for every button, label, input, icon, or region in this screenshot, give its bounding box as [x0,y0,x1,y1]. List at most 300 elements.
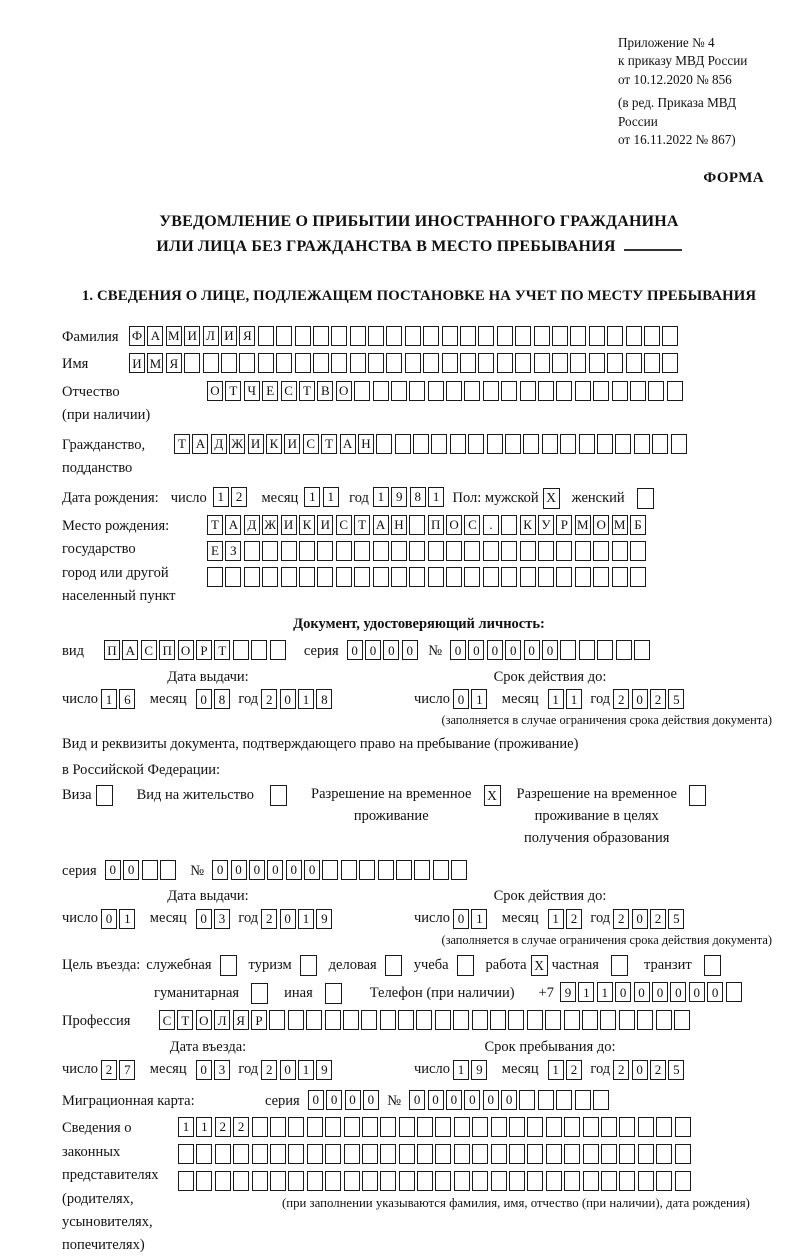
char-cell[interactable]: 0 [615,982,631,1002]
char-cell[interactable] [399,1171,415,1191]
checkbox-male[interactable]: X [543,488,560,509]
char-cell[interactable] [652,434,668,454]
char-cell[interactable]: 1 [471,689,487,709]
char-cell[interactable] [515,353,531,373]
char-cell[interactable] [634,434,650,454]
char-cell[interactable]: 1 [298,1060,314,1080]
char-cell[interactable] [442,353,458,373]
char-cell[interactable] [281,541,297,561]
char-cell[interactable]: И [184,326,200,346]
char-cell[interactable] [491,1117,507,1137]
char-cell[interactable]: И [284,434,300,454]
char-cell[interactable] [196,1144,212,1164]
char-cell[interactable]: А [147,326,163,346]
char-cell[interactable] [299,541,315,561]
char-cell[interactable] [556,541,572,561]
char-cell[interactable]: М [147,353,163,373]
char-cell[interactable] [579,640,595,660]
char-cell[interactable] [341,860,357,880]
char-cell[interactable] [593,541,609,561]
char-cell[interactable]: 0 [249,860,265,880]
char-cell[interactable] [361,1010,377,1030]
char-cell[interactable] [464,381,480,401]
char-cell[interactable]: 2 [566,1060,582,1080]
char-cell[interactable]: 0 [505,640,521,660]
char-cell[interactable] [307,1171,323,1191]
char-cell[interactable]: 6 [119,689,135,709]
char-cell[interactable] [423,326,439,346]
char-cell[interactable]: Д [244,515,260,535]
char-cell[interactable]: Т [354,515,370,535]
char-cell[interactable] [662,326,678,346]
char-cell[interactable] [726,982,742,1002]
char-cell[interactable]: 0 [428,1090,444,1110]
char-cell[interactable] [612,381,628,401]
char-cell[interactable] [435,1171,451,1191]
char-cell[interactable] [579,434,595,454]
char-cell[interactable] [468,434,484,454]
char-cell[interactable] [538,541,554,561]
char-cell[interactable] [262,567,278,587]
char-cell[interactable] [564,1117,580,1137]
char-cell[interactable] [325,1117,341,1137]
char-cell[interactable]: Т [225,381,241,401]
char-cell[interactable] [233,1171,249,1191]
char-cell[interactable]: Р [196,640,212,660]
char-cell[interactable] [597,434,613,454]
char-cell[interactable] [583,1171,599,1191]
char-cell[interactable]: А [122,640,138,660]
char-cell[interactable]: П [159,640,175,660]
char-cell[interactable] [244,567,260,587]
char-cell[interactable] [281,567,297,587]
char-cell[interactable] [435,1010,451,1030]
char-cell[interactable] [560,434,576,454]
char-cell[interactable] [519,1090,535,1110]
char-cell[interactable] [207,567,223,587]
char-cell[interactable] [607,353,623,373]
char-cell[interactable] [582,1010,598,1030]
char-cell[interactable] [656,1117,672,1137]
checkbox-gumanitarnaya[interactable] [251,983,268,1004]
char-cell[interactable]: 0 [345,1090,361,1110]
char-cell[interactable] [417,1117,433,1137]
char-cell[interactable] [435,1144,451,1164]
char-cell[interactable]: 0 [670,982,686,1002]
char-cell[interactable] [478,353,494,373]
char-cell[interactable] [460,353,476,373]
char-cell[interactable] [233,1144,249,1164]
char-cell[interactable]: Н [391,515,407,535]
char-cell[interactable] [675,1171,691,1191]
char-cell[interactable] [359,860,375,880]
char-cell[interactable]: 0 [453,689,469,709]
char-cell[interactable] [433,860,449,880]
char-cell[interactable] [497,326,513,346]
char-cell[interactable] [552,326,568,346]
char-cell[interactable] [593,1090,609,1110]
checkbox-sluzhebnaya[interactable] [220,955,237,976]
char-cell[interactable] [453,1010,469,1030]
char-cell[interactable] [295,326,311,346]
char-cell[interactable] [593,381,609,401]
char-cell[interactable]: А [373,515,389,535]
char-cell[interactable] [508,1010,524,1030]
char-cell[interactable] [276,353,292,373]
char-cell[interactable] [380,1171,396,1191]
char-cell[interactable]: Ч [244,381,260,401]
char-cell[interactable]: А [340,434,356,454]
char-cell[interactable] [313,326,329,346]
char-cell[interactable] [244,541,260,561]
char-cell[interactable]: К [266,434,282,454]
char-cell[interactable] [538,567,554,587]
char-cell[interactable]: Я [233,1010,249,1030]
char-cell[interactable]: 1 [566,689,582,709]
char-cell[interactable] [644,326,660,346]
char-cell[interactable] [527,1117,543,1137]
char-cell[interactable] [612,541,628,561]
char-cell[interactable] [368,326,384,346]
char-cell[interactable] [215,1144,231,1164]
char-cell[interactable] [612,567,628,587]
char-cell[interactable] [446,381,462,401]
char-cell[interactable]: 0 [501,1090,517,1110]
char-cell[interactable] [307,1144,323,1164]
char-cell[interactable] [472,1171,488,1191]
char-cell[interactable]: 1 [119,909,135,929]
char-cell[interactable] [288,1117,304,1137]
char-cell[interactable] [556,1090,572,1110]
char-cell[interactable]: 3 [214,1060,230,1080]
char-cell[interactable] [409,541,425,561]
char-cell[interactable] [509,1117,525,1137]
char-cell[interactable] [362,1144,378,1164]
char-cell[interactable] [276,326,292,346]
char-cell[interactable]: 2 [613,689,629,709]
char-cell[interactable] [491,1144,507,1164]
char-cell[interactable]: 1 [597,982,613,1002]
char-cell[interactable] [546,1144,562,1164]
char-cell[interactable] [501,381,517,401]
char-cell[interactable] [252,1144,268,1164]
char-cell[interactable] [575,541,591,561]
char-cell[interactable] [538,1090,554,1110]
char-cell[interactable]: 0 [652,982,668,1002]
char-cell[interactable] [601,1144,617,1164]
char-cell[interactable]: Л [214,1010,230,1030]
char-cell[interactable] [331,326,347,346]
char-cell[interactable] [288,1171,304,1191]
char-cell[interactable]: 5 [668,909,684,929]
char-cell[interactable] [545,1010,561,1030]
char-cell[interactable] [446,567,462,587]
char-cell[interactable]: 0 [402,640,418,660]
char-cell[interactable] [638,1117,654,1137]
char-cell[interactable] [428,541,444,561]
char-cell[interactable]: 5 [668,689,684,709]
char-cell[interactable]: Ж [262,515,278,535]
char-cell[interactable]: 0 [231,860,247,880]
char-cell[interactable] [520,381,536,401]
char-cell[interactable] [344,1171,360,1191]
char-cell[interactable]: 2 [261,1060,277,1080]
checkbox-inaya[interactable] [325,983,342,1004]
char-cell[interactable]: 2 [613,1060,629,1080]
char-cell[interactable]: П [428,515,444,535]
char-cell[interactable]: 0 [632,909,648,929]
char-cell[interactable] [435,1117,451,1137]
char-cell[interactable] [368,353,384,373]
char-cell[interactable] [656,1171,672,1191]
char-cell[interactable] [160,860,176,880]
char-cell[interactable]: 8 [410,487,426,507]
char-cell[interactable]: Т [214,640,230,660]
char-cell[interactable] [142,860,158,880]
char-cell[interactable] [534,353,550,373]
char-cell[interactable] [288,1144,304,1164]
char-cell[interactable] [520,541,536,561]
char-cell[interactable]: 1 [213,487,229,507]
char-cell[interactable] [534,326,550,346]
char-cell[interactable] [626,326,642,346]
char-cell[interactable] [386,326,402,346]
char-cell[interactable] [648,381,664,401]
char-cell[interactable] [269,1010,285,1030]
char-cell[interactable] [373,381,389,401]
char-cell[interactable]: С [159,1010,175,1030]
char-cell[interactable]: 1 [373,487,389,507]
char-cell[interactable]: О [593,515,609,535]
char-cell[interactable] [501,515,517,535]
char-cell[interactable] [593,567,609,587]
char-cell[interactable]: 2 [650,909,666,929]
char-cell[interactable]: 1 [548,1060,564,1080]
char-cell[interactable] [251,640,267,660]
char-cell[interactable] [589,353,605,373]
char-cell[interactable]: О [196,1010,212,1030]
char-cell[interactable] [350,353,366,373]
char-cell[interactable]: Я [239,326,255,346]
char-cell[interactable] [483,567,499,587]
char-cell[interactable]: 0 [468,640,484,660]
char-cell[interactable] [552,353,568,373]
checkbox-visa[interactable] [96,785,113,806]
char-cell[interactable] [288,1010,304,1030]
char-cell[interactable] [313,353,329,373]
char-cell[interactable] [416,1010,432,1030]
checkbox-ucheba[interactable] [457,955,474,976]
char-cell[interactable] [270,640,286,660]
char-cell[interactable] [295,353,311,373]
char-cell[interactable] [221,353,237,373]
char-cell[interactable] [258,353,274,373]
char-cell[interactable]: В [317,381,333,401]
char-cell[interactable]: И [281,515,297,535]
char-cell[interactable] [409,381,425,401]
char-cell[interactable]: С [141,640,157,660]
char-cell[interactable] [409,515,425,535]
char-cell[interactable]: 0 [308,1090,324,1110]
char-cell[interactable] [556,381,572,401]
char-cell[interactable]: С [303,434,319,454]
char-cell[interactable] [575,381,591,401]
char-cell[interactable]: 2 [215,1117,231,1137]
char-cell[interactable]: М [575,515,591,535]
char-cell[interactable] [644,353,660,373]
char-cell[interactable] [619,1117,635,1137]
char-cell[interactable] [600,1010,616,1030]
char-cell[interactable]: К [299,515,315,535]
char-cell[interactable] [362,1117,378,1137]
char-cell[interactable] [460,326,476,346]
char-cell[interactable] [262,541,278,561]
char-cell[interactable]: 1 [298,909,314,929]
char-cell[interactable]: 0 [363,1090,379,1110]
char-cell[interactable]: 8 [214,689,230,709]
char-cell[interactable] [391,381,407,401]
char-cell[interactable]: 1 [548,909,564,929]
char-cell[interactable]: С [336,515,352,535]
char-cell[interactable] [505,434,521,454]
char-cell[interactable] [656,1010,672,1030]
char-cell[interactable] [386,353,402,373]
char-cell[interactable] [583,1117,599,1137]
char-cell[interactable] [344,1117,360,1137]
char-cell[interactable] [376,434,392,454]
char-cell[interactable] [239,353,255,373]
char-cell[interactable] [491,1171,507,1191]
char-cell[interactable] [601,1117,617,1137]
char-cell[interactable] [417,1171,433,1191]
char-cell[interactable] [497,353,513,373]
char-cell[interactable] [428,567,444,587]
char-cell[interactable]: 2 [261,689,277,709]
char-cell[interactable] [490,1010,506,1030]
char-cell[interactable] [344,1144,360,1164]
char-cell[interactable]: 0 [304,860,320,880]
char-cell[interactable] [399,1144,415,1164]
checkbox-tranzit[interactable] [704,955,721,976]
char-cell[interactable] [442,326,458,346]
char-cell[interactable] [597,640,613,660]
char-cell[interactable]: О [336,381,352,401]
char-cell[interactable] [322,860,338,880]
char-cell[interactable] [454,1171,470,1191]
char-cell[interactable] [391,567,407,587]
char-cell[interactable]: 0 [347,640,363,660]
char-cell[interactable] [270,1171,286,1191]
char-cell[interactable] [527,1144,543,1164]
char-cell[interactable] [619,1171,635,1191]
char-cell[interactable] [575,567,591,587]
char-cell[interactable] [601,1171,617,1191]
char-cell[interactable]: 2 [613,909,629,929]
char-cell[interactable]: Е [262,381,278,401]
char-cell[interactable] [583,1144,599,1164]
char-cell[interactable]: 2 [233,1117,249,1137]
char-cell[interactable] [373,541,389,561]
char-cell[interactable]: 9 [316,909,332,929]
char-cell[interactable]: 0 [196,909,212,929]
char-cell[interactable] [233,640,249,660]
char-cell[interactable]: 9 [471,1060,487,1080]
char-cell[interactable] [446,541,462,561]
checkbox-residence-permit[interactable] [270,785,287,806]
char-cell[interactable] [431,434,447,454]
char-cell[interactable]: 9 [391,487,407,507]
char-cell[interactable]: К [520,515,536,535]
char-cell[interactable]: 0 [280,689,296,709]
char-cell[interactable] [615,434,631,454]
char-cell[interactable]: О [178,640,194,660]
char-cell[interactable] [630,381,646,401]
char-cell[interactable]: Я [166,353,182,373]
char-cell[interactable]: . [483,515,499,535]
char-cell[interactable] [336,567,352,587]
char-cell[interactable]: 2 [650,1060,666,1080]
char-cell[interactable] [378,860,394,880]
char-cell[interactable]: И [317,515,333,535]
char-cell[interactable]: А [192,434,208,454]
char-cell[interactable]: 9 [316,1060,332,1080]
char-cell[interactable] [478,326,494,346]
char-cell[interactable] [589,326,605,346]
char-cell[interactable]: 2 [101,1060,117,1080]
char-cell[interactable] [619,1010,635,1030]
char-cell[interactable]: 0 [267,860,283,880]
char-cell[interactable] [270,1144,286,1164]
char-cell[interactable]: И [248,434,264,454]
char-cell[interactable] [464,541,480,561]
checkbox-delovaya[interactable] [385,955,402,976]
char-cell[interactable] [178,1171,194,1191]
char-cell[interactable]: Л [203,326,219,346]
char-cell[interactable] [570,326,586,346]
char-cell[interactable] [662,353,678,373]
checkbox-rabota[interactable]: X [531,955,548,976]
char-cell[interactable] [399,1117,415,1137]
checkbox-temp-residence[interactable]: X [484,785,501,806]
char-cell[interactable] [487,434,503,454]
char-cell[interactable] [325,1144,341,1164]
char-cell[interactable]: 0 [707,982,723,1002]
char-cell[interactable] [556,567,572,587]
char-cell[interactable]: Д [211,434,227,454]
char-cell[interactable] [637,1010,653,1030]
char-cell[interactable]: 0 [634,982,650,1002]
char-cell[interactable]: 0 [409,1090,425,1110]
char-cell[interactable] [343,1010,359,1030]
char-cell[interactable] [354,381,370,401]
checkbox-turizm[interactable] [300,955,317,976]
char-cell[interactable] [396,860,412,880]
char-cell[interactable]: М [166,326,182,346]
char-cell[interactable]: Т [174,434,190,454]
char-cell[interactable] [542,434,558,454]
char-cell[interactable] [325,1010,341,1030]
char-cell[interactable] [638,1171,654,1191]
char-cell[interactable]: 2 [566,909,582,929]
char-cell[interactable] [405,326,421,346]
char-cell[interactable] [619,1144,635,1164]
char-cell[interactable]: 1 [298,689,314,709]
char-cell[interactable] [203,353,219,373]
char-cell[interactable] [413,434,429,454]
char-cell[interactable] [575,1090,591,1110]
char-cell[interactable] [483,381,499,401]
char-cell[interactable]: 0 [542,640,558,660]
